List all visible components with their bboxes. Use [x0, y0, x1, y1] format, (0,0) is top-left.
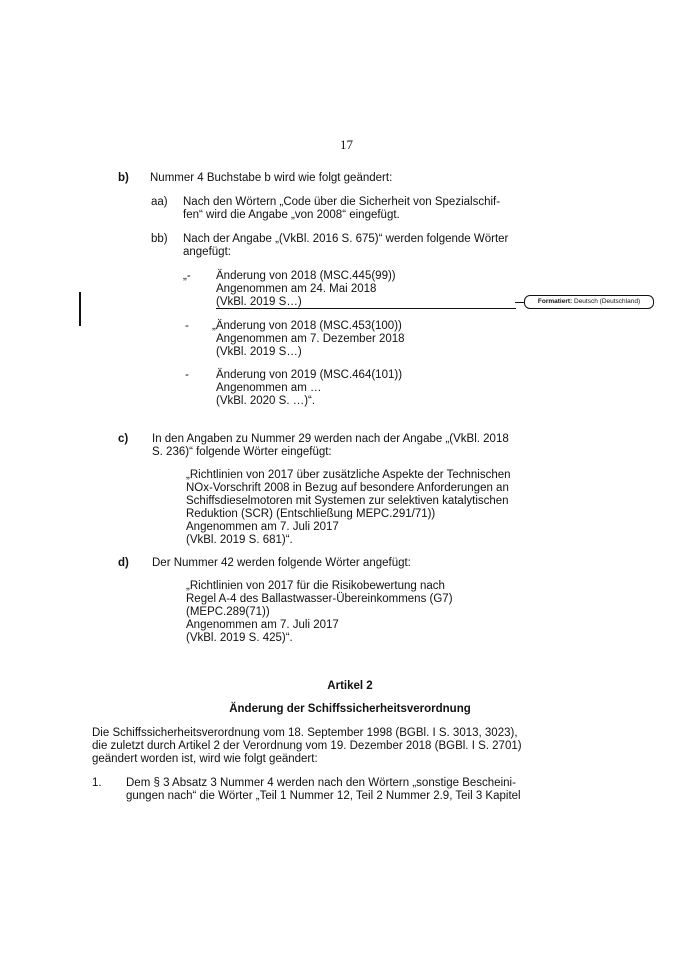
- item-d-quote-1: „Richtlinien von 2017 für die Risikobewertung nach: [186, 580, 445, 592]
- item-b-label: b): [118, 172, 129, 184]
- article-subheading: Änderung der Schiffssicherheitsverordnung: [229, 703, 471, 715]
- item-c-quote-2: NOx-Vorschrift 2008 in Bezug auf besondere Anforderungen an: [186, 482, 509, 494]
- item-bb-label: bb): [151, 233, 168, 245]
- item-d-quote-3: (MEPC.289(71)): [186, 606, 270, 618]
- item-d-quote-5: (VkBl. 2019 S. 425)“.: [186, 632, 293, 644]
- article-intro-3: geändert worden ist, wird wie folgt geändert:: [92, 753, 318, 765]
- item-c-quote-5: Angenommen am 7. Juli 2017: [186, 521, 339, 533]
- item-aa-label: aa): [151, 196, 168, 208]
- item-b-text: Nummer 4 Buchstabe b wird wie folgt geändert:: [150, 172, 393, 184]
- revision-bar: [79, 292, 81, 326]
- comment-connector-tick: [515, 302, 524, 303]
- item-d-text: Der Nummer 42 werden folgende Wörter angefügt:: [152, 557, 411, 569]
- entry-2-bullet: -: [185, 320, 189, 332]
- entry-1-line-3: (VkBl. 2019 S…): [216, 296, 302, 308]
- item-bb-line-2: angefügt:: [183, 246, 231, 258]
- item-c-label: c): [118, 433, 129, 445]
- item-c-quote-4: Reduktion (SCR) (Entschließung MEPC.291/71)): [186, 508, 436, 520]
- entry-2-line-1: „Änderung von 2018 (MSC.453(100)): [212, 320, 402, 332]
- entry-3-line-2: Angenommen am …: [216, 382, 322, 394]
- item-d-label: d): [118, 557, 129, 569]
- entry-3-line-1: Änderung von 2019 (MSC.464(101)): [216, 369, 403, 381]
- comment-label: Formatiert:: [537, 298, 573, 305]
- item-d-quote-2: Regel A-4 des Ballastwasser-Übereinkommens (G7): [186, 593, 453, 605]
- entry-2-line-2: Angenommen am 7. Dezember 2018: [216, 333, 405, 345]
- entry-3-line-3: (VkBl. 2020 S. …)“.: [216, 395, 316, 407]
- item-1-label: 1.: [92, 777, 102, 789]
- comment-value: Deutsch (Deutschland): [574, 298, 641, 305]
- item-c-line-1: In den Angaben zu Nummer 29 werden nach der Angabe „(VkBl. 2018: [152, 433, 509, 445]
- comment-connector-line: [216, 308, 516, 309]
- entry-2-line-3: (VkBl. 2019 S…): [216, 346, 302, 358]
- item-bb-line-1: Nach der Angabe „(VkBl. 2016 S. 675)“ werden folgende Wörter: [183, 233, 509, 245]
- item-1-line-1: Dem § 3 Absatz 3 Nummer 4 werden nach den Wörtern „sonstige Bescheini-: [126, 777, 516, 789]
- entry-1-line-1: Änderung von 2018 (MSC.445(99)): [216, 270, 396, 282]
- item-d-quote-4: Angenommen am 7. Juli 2017: [186, 619, 339, 631]
- item-aa-line-2: fen“ wird die Angabe „von 2008“ eingefügt.: [183, 209, 400, 221]
- entry-1-bullet: „-: [183, 270, 191, 282]
- item-c-line-2: S. 236)“ folgende Wörter eingefügt:: [152, 446, 332, 458]
- article-intro-2: die zuletzt durch Artikel 2 der Verordnung vom 19. Dezember 2018 (BGBl. I S. 2701): [92, 740, 522, 752]
- article-intro-1: Die Schiffssicherheitsverordnung vom 18. September 1998 (BGBl. I S. 3013, 3023),: [92, 727, 518, 739]
- item-c-quote-3: Schiffsdieselmotoren mit Systemen zur selektiven katalytischen: [186, 495, 509, 507]
- article-heading: Artikel 2: [327, 680, 373, 692]
- entry-1-line-2: Angenommen am 24. Mai 2018: [216, 283, 377, 295]
- item-c-quote-6: (VkBl. 2019 S. 681)“.: [186, 534, 293, 546]
- comment-balloon[interactable]: [524, 295, 654, 309]
- item-aa-line-1: Nach den Wörtern „Code über die Sicherheit von Spezialschif-: [183, 196, 501, 208]
- item-c-quote-1: „Richtlinien von 2017 über zusätzliche Aspekte der Technischen: [186, 469, 511, 481]
- entry-3-bullet: -: [185, 369, 189, 381]
- item-1-line-2: gungen nach“ die Wörter „Teil 1 Nummer 12, Teil 2 Nummer 2.9, Teil 3 Kapitel: [126, 790, 521, 802]
- page-number: 17: [340, 137, 353, 152]
